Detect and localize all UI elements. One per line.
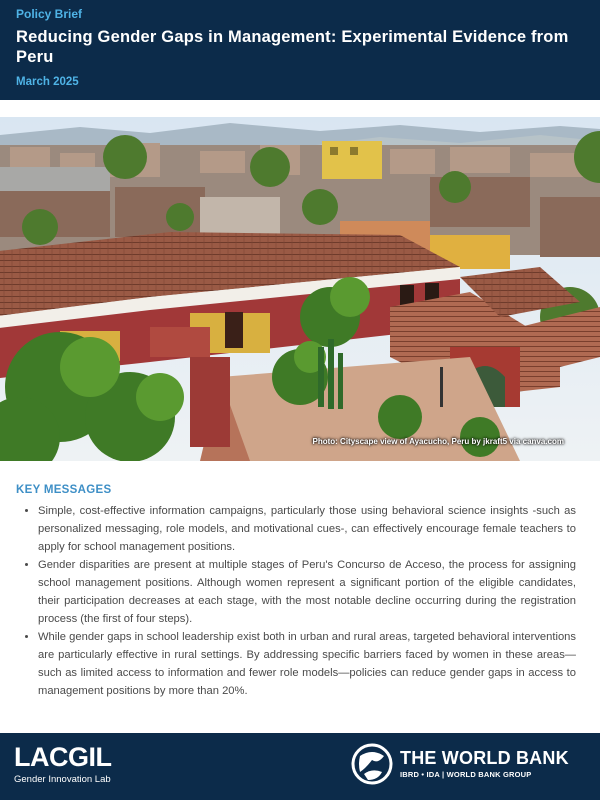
brief-type-label: Policy Brief (16, 7, 83, 21)
header-banner (0, 0, 600, 100)
key-message-item: • Gender disparities are present at multiple stages of Peru's Concurso de Acceso, the process for assigning school management positions. Although women represent a significant portion of the eligible candidates, their participation decreases at each stage, with the most notable decline occurring during the registration process (the first of four steps). (38, 556, 576, 628)
key-messages-heading: KEY MESSAGES (16, 484, 112, 496)
lacgil-subtitle: Gender Innovation Lab (14, 774, 111, 785)
world-bank-globe-icon (350, 742, 394, 786)
photo-credit: Photo: Cityscape view of Ayacucho, Peru by jkraft5 via canva.com (312, 437, 564, 446)
cover-photo (0, 117, 600, 461)
footer-banner (0, 733, 600, 800)
key-message-item: • Simple, cost-effective information campaigns, particularly those using behavioral science insights -such as personalized messaging, role models, and motivational cues-, can effectively encourage female teachers to apply for school management positions. (38, 502, 576, 556)
publication-date: March 2025 (16, 76, 79, 88)
key-messages-list (16, 502, 576, 700)
key-messages-section (16, 484, 576, 700)
cityscape-illustration (0, 117, 600, 461)
world-bank-name: THE WORLD BANK (400, 748, 569, 768)
lacgil-logo: LACGIL (14, 742, 112, 772)
world-bank-subtitle: IBRD • IDA | WORLD BANK GROUP (400, 770, 532, 779)
key-message-item: • While gender gaps in school leadership exist both in urban and rural areas, targeted behavioral interventions are particularly effective in rural settings. By addressing specific barriers faced by women in these areas—such as limited access to information and fewer role models—policies can reduce gender gaps in access to management positions by more than 20%. (38, 628, 576, 700)
document-title: Reducing Gender Gaps in Management: Experimental Evidence from Peru (16, 28, 569, 66)
lacgil-logo-group (14, 742, 112, 785)
